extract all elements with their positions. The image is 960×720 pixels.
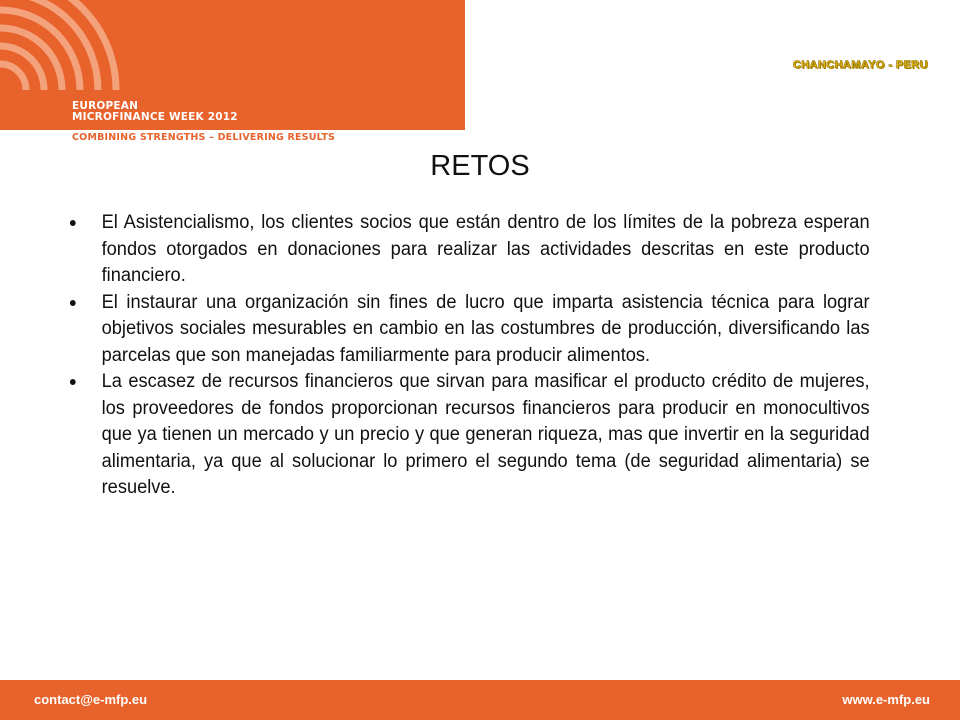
event-title-line1: EUROPEAN (72, 100, 139, 112)
slide-title: RETOS (430, 150, 530, 182)
header-banner (0, 0, 465, 130)
bullet-icon (70, 300, 76, 306)
event-title-line2: MICROFINANCE WEEK 2012 (72, 111, 238, 123)
bullet-icon (70, 220, 76, 226)
tagline: COMBINING STRENGTHS – DELIVERING RESULTS (72, 132, 336, 143)
bullet-text: La escasez de recursos financieros que sirvan para masificar el producto crédito de mujeres, los proveedores de fondos proporcionan recursos financieros para producir en monocultivos que ya tienen un mercado y un precio y que generan riqueza, mas que invertir en la seguridad alimentaria, ya que al solucionar lo primero el segundo tema (de seguridad alimentaria) se resuelve. (101, 371, 870, 498)
list-item (68, 210, 870, 290)
arcs-logo-icon (0, 0, 130, 90)
list-item (68, 369, 870, 502)
location-label: CHANCHAMAYO - PERU (792, 59, 928, 71)
contact-email-link[interactable]: contact@e-mfp.eu (34, 692, 148, 707)
footer-bar (0, 680, 960, 720)
bullet-icon (70, 379, 76, 385)
list-item (68, 290, 870, 370)
website-link[interactable]: www.e-mfp.eu (842, 692, 930, 707)
event-title (72, 101, 238, 123)
bullet-text: El Asistencialismo, los clientes socios que están dentro de los límites de la pobreza esperan fondos otorgados en donaciones para realizar las actividades descritas en este producto financiero. (101, 212, 870, 286)
bullet-list (68, 210, 903, 502)
bullet-text: El instaurar una organización sin fines de lucro que imparta asistencia técnica para lograr objetivos sociales mesurables en cambio en las costumbres de producción, diversificando las parcelas que son manejadas familiarmente para producir alimentos. (101, 291, 870, 366)
